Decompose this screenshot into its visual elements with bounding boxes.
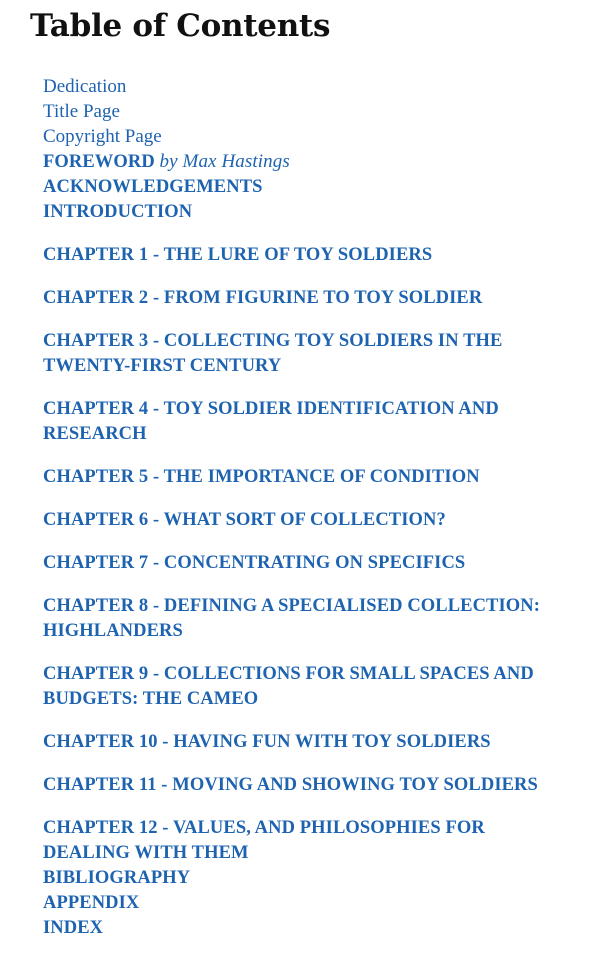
toc-link-introduction[interactable]: INTRODUCTION bbox=[43, 202, 193, 222]
page-title: Table of Contents bbox=[30, 8, 331, 44]
toc-link-chapter-5[interactable]: CHAPTER 5 - THE IMPORTANCE OF CONDITION bbox=[43, 467, 480, 487]
toc-link-chapter-7[interactable]: CHAPTER 7 - CONCENTRATING ON SPECIFICS bbox=[43, 553, 466, 573]
toc-link-chapter-1[interactable]: CHAPTER 1 - THE LURE OF TOY SOLDIERS bbox=[43, 245, 433, 265]
toc-link-index[interactable]: INDEX bbox=[43, 918, 104, 938]
toc-link-title-page[interactable]: Title Page bbox=[43, 101, 120, 122]
toc-link-chapter-10[interactable]: CHAPTER 10 - HAVING FUN WITH TOY SOLDIERS bbox=[43, 732, 491, 752]
toc-link-copyright-page[interactable]: Copyright Page bbox=[43, 126, 162, 147]
toc-link-chapter-4[interactable]: CHAPTER 4 - TOY SOLDIER IDENTIFICATION AND RESEARCH bbox=[43, 399, 499, 444]
foreword-label: FOREWORD bbox=[43, 152, 155, 172]
toc-link-chapter-8[interactable]: CHAPTER 8 - DEFINING A SPECIALISED COLLECTION: HIGHLANDERS bbox=[43, 596, 540, 641]
toc-link-chapter-2[interactable]: CHAPTER 2 - FROM FIGURINE TO TOY SOLDIER bbox=[43, 288, 483, 308]
toc-link-acknowledgements[interactable]: ACKNOWLEDGEMENTS bbox=[43, 177, 263, 197]
toc-link-chapter-6[interactable]: CHAPTER 6 - WHAT SORT OF COLLECTION? bbox=[43, 510, 446, 530]
toc-link-appendix[interactable]: APPENDIX bbox=[43, 893, 140, 913]
toc-link-bibliography[interactable]: BIBLIOGRAPHY bbox=[43, 868, 191, 888]
toc-link-foreword[interactable] bbox=[43, 149, 573, 175]
toc-link-chapter-9[interactable]: CHAPTER 9 - COLLECTIONS FOR SMALL SPACES AND BUDGETS: THE CAMEO bbox=[43, 664, 534, 709]
table-of-contents bbox=[43, 74, 573, 941]
toc-link-chapter-3[interactable]: CHAPTER 3 - COLLECTING TOY SOLDIERS IN THE TWENTY-FIRST CENTURY bbox=[43, 331, 503, 376]
toc-link-chapter-11[interactable]: CHAPTER 11 - MOVING AND SHOWING TOY SOLDIERS bbox=[43, 775, 538, 795]
toc-link-dedication[interactable]: Dedication bbox=[43, 76, 127, 97]
foreword-byline: by Max Hastings bbox=[159, 151, 290, 172]
toc-link-chapter-12[interactable]: CHAPTER 12 - VALUES, AND PHILOSOPHIES FOR DEALING WITH THEM bbox=[43, 818, 485, 863]
